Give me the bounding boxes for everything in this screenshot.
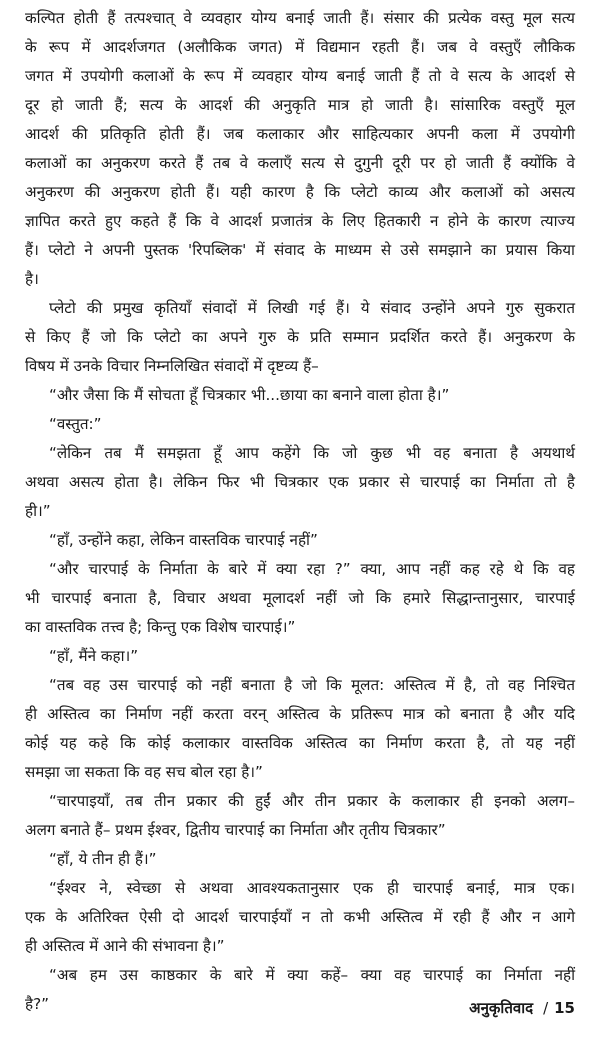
text-line: भी चारपाई बनाता है, विचार अथवा मूलादर्श नहीं जो कि हमारे सिद्धान्तानुसार, चारपाई: [25, 589, 575, 607]
text-line: “ईश्वर ने, स्वेच्छा से अथवा आवश्यकतानुसार एक ही चारपाई बनाई, मात्र एक।: [49, 879, 576, 897]
dialogue-quote: [25, 845, 575, 874]
text-line: “हाँ, उन्होंने कहा, लेकिन वास्तविक चारपाई नहीं”: [49, 531, 318, 549]
text-line: “हाँ, मैंने कहा।”: [49, 647, 139, 665]
text-line: से किए हैं जो कि प्लेटो का अपने गुरु के प्रति सम्मान प्रदर्शित करते हैं। अनुकरण के: [25, 328, 575, 346]
text-line: का वास्तविक तत्त्व है; किन्तु एक विशेष चारपाई।”: [25, 618, 296, 636]
text-line: “वस्तुत:”: [49, 415, 102, 433]
paragraph: [25, 4, 575, 294]
text-line: अलग बनाते हैं– प्रथम ईश्वर, द्वितीय चारपाई का निर्माता और तृतीय चित्रकार”: [25, 821, 446, 839]
text-line: “हाँ, ये तीन ही हैं।”: [49, 850, 157, 868]
text-line: के रूप में आदर्शजगत (अलौकिक जगत) में विद्यमान रहती हैं। जब वे वस्तुएँ लौकिक: [25, 38, 575, 56]
dialogue-quote: [25, 874, 575, 961]
text-line: “तब वह उस चारपाई को नहीं बनाता है जो कि मूलत: अस्तित्व में है, तो वह निश्चित: [49, 676, 575, 694]
text-line: अनुकरण की अनुकरण होती हैं। यही कारण है कि प्लेटो काव्य और कलाओं को असत्य: [25, 183, 575, 201]
text-line: समझा जा सकता कि वह सच बोल रहा है।”: [25, 763, 263, 781]
page-number: 15: [554, 999, 575, 1017]
dialogue-quote: [25, 439, 575, 526]
text-line: हैं। प्लेटो ने अपनी पुस्तक 'रिपब्लिक' में संवाद के माध्यम से उसे समझाने का प्रयास किया: [25, 241, 575, 259]
text-line: अथवा असत्य होता है। लेकिन फिर भी चित्रकार एक प्रकार से चारपाई का निर्माता तो है: [25, 473, 575, 491]
text-line: आदर्श की प्रतिकृति होती हैं। जब कलाकार और साहित्यकार अपनी कला में उपयोगी: [25, 125, 575, 143]
dialogue-quote: [25, 526, 575, 555]
text-line: “चारपाइयाँ, तब तीन प्रकार की हुईं और तीन प्रकार के कलाकार ही इनको अलग–: [49, 792, 575, 810]
body-text: [25, 4, 575, 1019]
text-line: दूर हो जाती हैं; सत्य के आदर्श की अनुकृति मात्र हो जाती है। सांसारिक वस्तुएँ मूल: [25, 96, 575, 114]
running-chapter-title: अनुकृतिवाद: [469, 999, 534, 1017]
dialogue-quote: [25, 381, 575, 410]
text-line: है?”: [25, 995, 49, 1013]
text-line: कोई यह कहे कि कोई कलाकार वास्तविक अस्तित्व का निर्माण करता है, तो यह नहीं: [25, 734, 575, 752]
text-line: ही।”: [25, 502, 51, 520]
text-line: कल्पित होती हैं तत्पश्चात् वे व्यवहार योग्य बनाई जाती हैं। संसार की प्रत्येक वस्तु मूल सत्य: [25, 9, 575, 27]
footer-separator: /: [543, 999, 549, 1017]
dialogue-quote: [25, 671, 575, 787]
dialogue-quote: [25, 410, 575, 439]
dialogue-quote: [25, 787, 575, 845]
text-line: ही अस्तित्व का निर्माण नहीं करता वरन् अस्तित्व के प्रतिरूप मात्र को बनाता है और यदि: [25, 705, 575, 723]
dialogue-quote: [25, 555, 575, 642]
dialogue-quote: [25, 642, 575, 671]
text-line: प्लेटो की प्रमुख कृतियाँ संवादों में लिखी गई हैं। ये संवाद उन्होंने अपने गुरु सुकरात: [49, 299, 575, 317]
page-footer: [469, 998, 575, 1018]
text-line: है।: [25, 270, 39, 288]
text-line: एक के अतिरिक्त ऐसी दो आदर्श चारपाईयाँ न तो कभी अस्तित्व में रही हैं और न आगे: [25, 908, 575, 926]
text-line: ज्ञापित करते हुए कहते हैं कि वे आदर्श प्रजातंत्र के लिए हितकारी न होने के कारण त्याज्य: [25, 212, 575, 230]
text-line: कलाओं का अनुकरण करते हैं तब वे कलाएँ सत्य से दुगुनी दूरी पर हो जाती हैं क्योंकि वे: [25, 154, 575, 172]
text-line: विषय में उनके विचार निम्नलिखित संवादों में दृष्टव्य हैं–: [25, 357, 319, 375]
text-line: “लेकिन तब मैं समझता हूँ आप कहेंगे कि जो कुछ भी वह बनाता है अयथार्थ: [49, 444, 575, 462]
text-line: ही अस्तित्व में आने की संभावना है।”: [25, 937, 225, 955]
text-line: “और जैसा कि मैं सोचता हूँ चित्रकार भी...छाया का बनाने वाला होता है।”: [49, 386, 450, 404]
text-line: जगत में उपयोगी कलाओं के रूप में व्यवहार योग्य बनाई जाती हैं तो वे सत्य के आदर्श से: [25, 67, 575, 85]
text-line: “और चारपाई के निर्माता के बारे में क्या रहा ?” क्या, आप नहीं कह रहे थे कि वह: [49, 560, 575, 578]
paragraph: [25, 294, 575, 381]
text-line: “अब हम उस काष्ठकार के बारे में क्या कहें– क्या वह चारपाई का निर्माता नहीं: [49, 966, 575, 984]
